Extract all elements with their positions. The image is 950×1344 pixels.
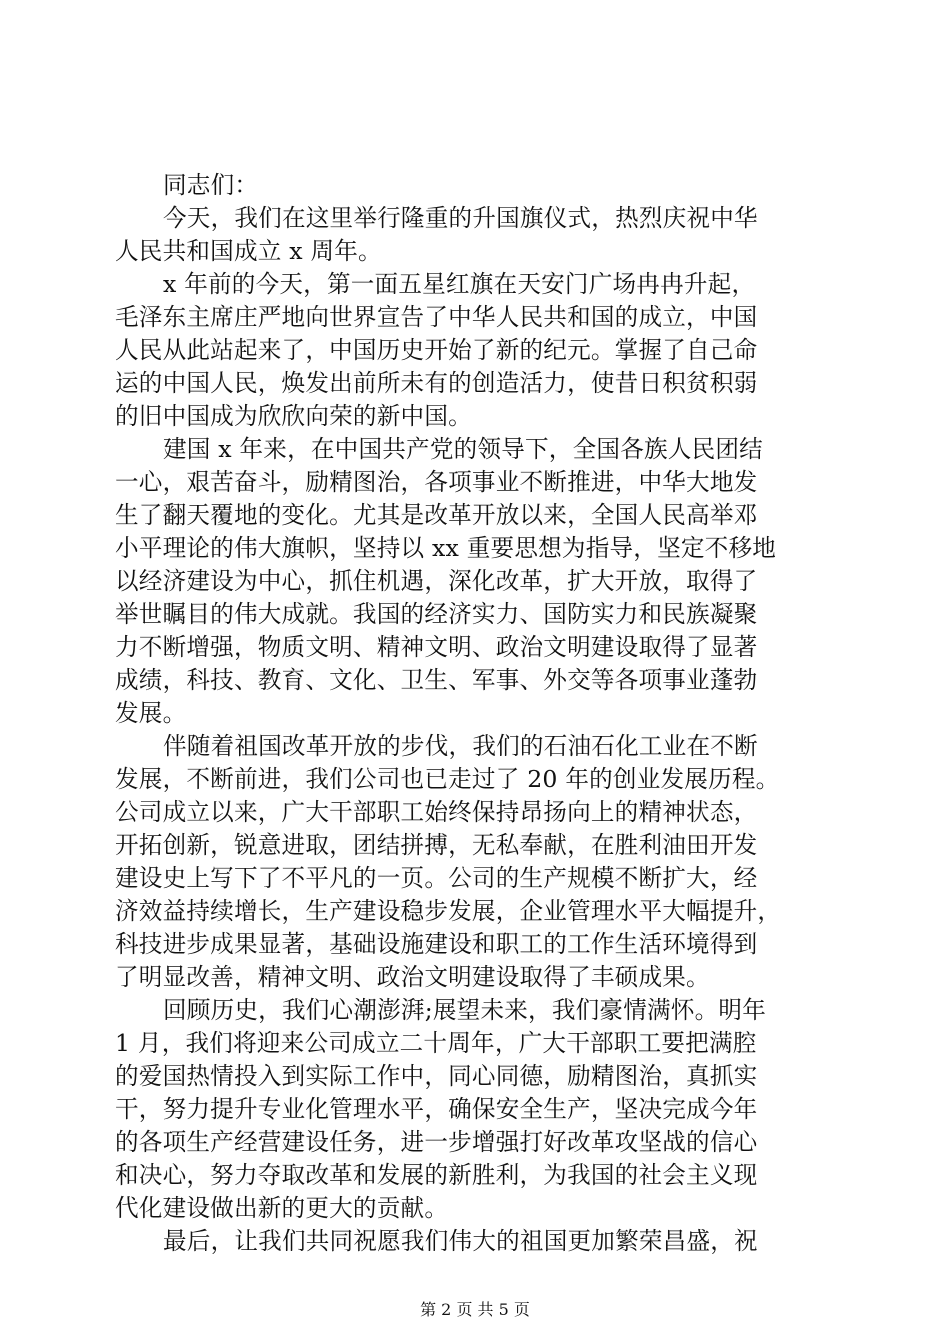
paragraph-3-line-6: 举世瞩目的伟大成就。我国的经济实力、国防实力和民族凝聚 [115,600,758,628]
paragraph-3-line-9: 发展。 [115,699,187,727]
paragraph-1-line-2: 人民共和国成立 x 周年。 [115,237,382,265]
paragraph-2-line-5: 的旧中国成为欣欣向荣的新中国。 [115,402,472,430]
paragraph-4-line-7: 科技进步成果显著，基础设施建设和职工的工作生活环境得到 [115,930,758,958]
paragraph-3-line-2: 一心，艰苦奋斗，励精图治，各项事业不断推进，中华大地发 [115,468,758,496]
paragraph-3-line-5: 以经济建设为中心，抓住机遇，深化改革，扩大开放，取得了 [115,567,758,595]
paragraph-4-line-3: 公司成立以来，广大干部职工始终保持昂扬向上的精神状态， [115,798,758,826]
paragraph-1-line-1: 今天，我们在这里举行隆重的升国旗仪式，热烈庆祝中华 [163,204,758,232]
paragraph-4-line-1: 伴随着祖国改革开放的步伐，我们的石油石化工业在不断 [163,732,758,760]
paragraph-4-line-6: 济效益持续增长，生产建设稳步发展，企业管理水平大幅提升， [115,897,782,925]
paragraph-2-line-1: x 年前的今天，第一面五星红旗在天安门广场冉冉升起， [163,270,756,298]
paragraph-3-line-7: 力不断增强，物质文明、精神文明、政治文明建设取得了显著 [115,633,758,661]
paragraph-5-line-5: 的各项生产经营建设任务，进一步增强打好改革攻坚战的信心 [115,1128,758,1156]
page-number-footer: 第 2 页 共 5 页 [420,1300,530,1319]
paragraph-3-line-4: 小平理论的伟大旗帜，坚持以 xx 重要思想为指导，坚定不移地 [115,534,777,562]
paragraph-5-line-4: 干，努力提升专业化管理水平，确保安全生产，坚决完成今年 [115,1095,758,1123]
paragraph-6-line-1: 最后，让我们共同祝愿我们伟大的祖国更加繁荣昌盛，祝 [163,1227,758,1255]
paragraph-5-line-1: 回顾历史，我们心潮澎湃;展望未来，我们豪情满怀。明年 [163,996,766,1024]
paragraph-4-line-4: 开拓创新，锐意进取，团结拼搏，无私奉献，在胜利油田开发 [115,831,758,859]
paragraph-2-line-4: 运的中国人民，焕发出前所未有的创造活力，使昔日积贫积弱 [115,369,758,397]
paragraph-4-line-2: 发展，不断前进，我们公司也已走过了 20 年的创业发展历程。 [115,765,780,793]
paragraph-3-line-8: 成绩，科技、教育、文化、卫生、军事、外交等各项事业蓬勃 [115,666,758,694]
greeting-line: 同志们： [163,171,259,199]
paragraph-5-line-7: 代化建设做出新的更大的贡献。 [115,1194,449,1222]
paragraph-2-line-2: 毛泽东主席庄严地向世界宣告了中华人民共和国的成立，中国 [115,303,758,331]
paragraph-2-line-3: 人民从此站起来了，中国历史开始了新的纪元。掌握了自己命 [115,336,758,364]
paragraph-3-line-1: 建国 x 年来，在中国共产党的领导下，全国各族人民团结 [163,435,763,463]
paragraph-4-line-8: 了明显改善，精神文明、政治文明建设取得了丰硕成果。 [115,963,710,991]
paragraph-5-line-2: 1 月，我们将迎来公司成立二十周年，广大干部职工要把满腔 [115,1029,757,1057]
paragraph-5-line-3: 的爱国热情投入到实际工作中，同心同德，励精图治，真抓实 [115,1062,758,1090]
paragraph-5-line-6: 和决心，努力夺取改革和发展的新胜利，为我国的社会主义现 [115,1161,758,1189]
paragraph-3-line-3: 生了翻天覆地的变化。尤其是改革开放以来，全国人民高举邓 [115,501,758,529]
paragraph-4-line-5: 建设史上写下了不平凡的一页。公司的生产规模不断扩大，经 [115,864,758,892]
